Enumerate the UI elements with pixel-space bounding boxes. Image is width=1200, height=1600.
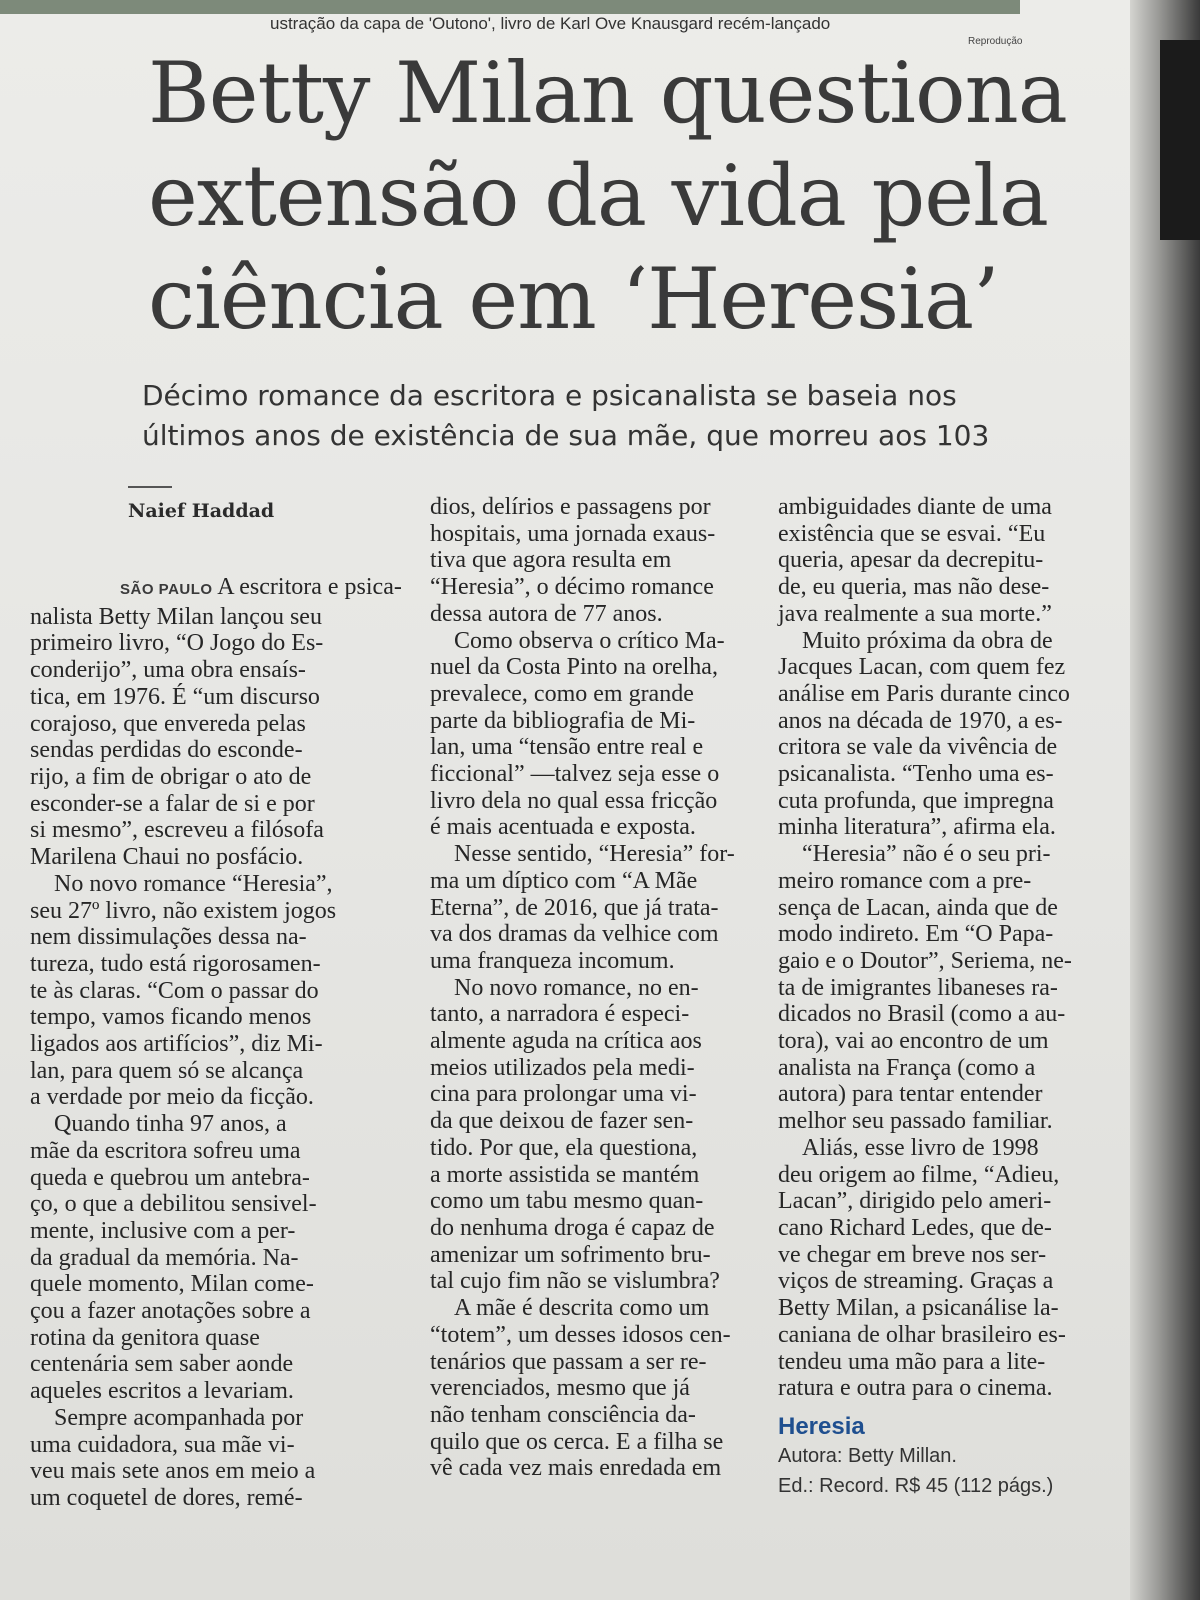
- byline-rule: [128, 486, 172, 488]
- dateline: SÃO PAULO: [120, 581, 213, 599]
- article-line: sença de Lacan, ainda que de: [778, 894, 1058, 921]
- headline-line: extensão da vida pela: [148, 147, 1048, 245]
- article-line: ta de imigrantes libaneses ra-: [778, 974, 1058, 1001]
- article-line: nalista Betty Milan lançou seu: [30, 603, 322, 630]
- article-line: caniana de olhar brasileiro es-: [778, 1321, 1066, 1348]
- article-line: deu origem ao filme, “Adieu,: [778, 1161, 1060, 1188]
- article-line: é mais acentuada e exposta.: [430, 814, 696, 841]
- article-line: A mãe é descrita como um: [454, 1295, 710, 1322]
- article-line: psicanalista. “Tenho uma es-: [778, 761, 1054, 788]
- article-line: aqueles escritos a levariam.: [30, 1378, 294, 1405]
- article-line: “Heresia” não é o seu pri-: [802, 841, 1051, 868]
- article-column-2: [430, 494, 775, 1482]
- article-line: Betty Milan, a psicanálise la-: [778, 1295, 1059, 1322]
- article-line: Sempre acompanhada por: [54, 1404, 304, 1431]
- subheadline-line: Décimo romance da escritora e psicanalista se baseia nos: [142, 379, 957, 412]
- article-column-1: [30, 494, 440, 1512]
- article-line: amenizar um sofrimento bru-: [430, 1241, 711, 1268]
- article-line: gaio e o Doutor”, Seriema, ne-: [778, 947, 1072, 974]
- article-line: Eterna”, de 2016, que já trata-: [430, 894, 719, 921]
- article-line: No novo romance, no en-: [454, 974, 699, 1001]
- headline: [148, 42, 1067, 351]
- article-line: cina para prolongar uma vi-: [430, 1081, 697, 1108]
- infobox-author: Autora: Betty Millan.: [778, 1444, 957, 1467]
- article-line: tanto, a narradora é especi-: [430, 1001, 690, 1028]
- subheadline: [142, 376, 1082, 456]
- article-line: tiva que agora resulta em: [430, 547, 672, 574]
- article-line: analista na França (como a: [778, 1054, 1036, 1081]
- article-line: existência que se esvai. “Eu: [778, 520, 1046, 547]
- article-line: da que deixou de fazer sen-: [430, 1108, 694, 1135]
- article-line: prevalece, como em grande: [430, 680, 694, 707]
- article-line: mãe da escritora sofreu uma: [30, 1137, 301, 1164]
- article-line: a morte assistida se mantém: [430, 1161, 700, 1188]
- article-line: tempo, vamos ficando menos: [30, 1004, 312, 1031]
- article-line: centenária sem saber aonde: [30, 1351, 294, 1378]
- article-line: uma franqueza incomum.: [430, 947, 675, 974]
- article-line: uma cuidadora, sua mãe vi-: [30, 1431, 295, 1458]
- article-line: cuta profunda, que impregna: [778, 787, 1054, 814]
- article-line: quele momento, Milan come-: [30, 1271, 314, 1298]
- article-line: rotina da genitora quase: [30, 1324, 260, 1351]
- article-line: critora se vale da vivência de: [778, 734, 1058, 761]
- article-line: mente, inclusive com a per-: [30, 1217, 296, 1244]
- article-line: ambiguidades diante de uma: [778, 494, 1052, 520]
- article-line: tal cujo fim não se vislumbra?: [430, 1268, 720, 1295]
- article-line: ve chegar em breve nos ser-: [778, 1241, 1047, 1268]
- article-line: primeiro livro, “O Jogo do Es-: [30, 630, 324, 657]
- article-line: verenciados, mesmo que já: [430, 1375, 690, 1402]
- article-line: nuel da Costa Pinto na orelha,: [430, 654, 718, 681]
- photo-caption: ustração da capa de 'Outono', livro de Karl Ove Knausgard recém-lançado: [270, 14, 831, 33]
- article-line: tenários que passam a ser re-: [430, 1348, 707, 1375]
- article-line: tureza, tudo está rigorosamen-: [30, 950, 321, 977]
- line-spacer: [30, 521, 440, 548]
- infobox-publisher-price: Ed.: Record. R$ 45 (112 págs.): [778, 1474, 1054, 1497]
- article-line: meiro romance com a pre-: [778, 867, 1032, 894]
- subheadline-line: últimos anos de existência de sua mãe, que morreu aos 103: [142, 419, 990, 452]
- article-column-3: [778, 494, 1168, 1501]
- article-line: análise em Paris durante cinco: [778, 680, 1070, 707]
- article-line: dios, delírios e passagens por: [430, 494, 711, 520]
- article-line: Aliás, esse livro de 1998: [802, 1134, 1039, 1161]
- article-line: ligados aos artifícios”, diz Mi-: [30, 1031, 323, 1058]
- article-line: dicados no Brasil (como a au-: [778, 1001, 1066, 1028]
- article-line: queda e quebrou um antebra-: [30, 1164, 310, 1191]
- article-line: viços de streaming. Graças a: [778, 1268, 1054, 1295]
- article-line: rijo, a fim de obrigar o ato de: [30, 763, 312, 790]
- article-line: como um tabu mesmo quan-: [430, 1188, 704, 1215]
- article-line: anos na década de 1970, a es-: [778, 707, 1063, 734]
- article-line: si mesmo”, escreveu a filósofa: [30, 817, 324, 844]
- article-line: tica, em 1976. É “um discurso: [30, 683, 320, 710]
- article-line: não tenham consciência da-: [430, 1401, 696, 1428]
- article-line: Jacques Lacan, com quem fez: [778, 654, 1066, 681]
- article-line: ço, o que a debilitou sensivel-: [30, 1191, 317, 1218]
- photo-credit: Reprodução: [968, 36, 1023, 47]
- article-line: lan, para quem só se alcança: [30, 1057, 304, 1084]
- article-line: ma um díptico com “A Mãe: [430, 867, 698, 894]
- article-line: almente aguda na crítica aos: [430, 1028, 702, 1055]
- article-line: tido. Por que, ela questiona,: [430, 1134, 698, 1161]
- article-line: Marilena Chaui no posfácio.: [30, 844, 304, 871]
- article-line: Lacan”, dirigido pelo ameri-: [778, 1188, 1052, 1215]
- article-line: çou a fazer anotações sobre a: [30, 1298, 311, 1325]
- article-line: sendas perdidas do esconde-: [30, 737, 303, 764]
- article-line: tendeu uma mão para a lite-: [778, 1348, 1046, 1375]
- article-line: corajoso, que envereda pelas: [30, 710, 306, 737]
- headline-line: Betty Milan questiona: [148, 44, 1067, 142]
- article-line: hospitais, uma jornada exaus-: [430, 520, 716, 547]
- article-line: Como observa o crítico Ma-: [454, 627, 725, 654]
- article-line: conderijo”, uma obra ensaís-: [30, 657, 306, 684]
- article-line: dessa autora de 77 anos.: [430, 600, 663, 627]
- article-line: lan, uma “tensão entre real e: [430, 734, 704, 761]
- article-line: do nenhuma droga é capaz de: [430, 1214, 715, 1241]
- article-line: autora) para tentar entender: [778, 1081, 1043, 1108]
- article-line: da gradual da memória. Na-: [30, 1244, 299, 1271]
- article-line: “totem”, um desses idosos cen-: [430, 1321, 731, 1348]
- article-line: vê cada vez mais enredada em: [430, 1455, 722, 1482]
- adjacent-page-dark-area: [1160, 40, 1200, 240]
- article-line: minha literatura”, afirma ela.: [778, 814, 1056, 841]
- top-photo-strip: [0, 0, 1020, 14]
- article-line: te às claras. “Com o passar do: [30, 977, 319, 1004]
- article-line: ratura e outra para o cinema.: [778, 1375, 1053, 1402]
- article-line: “Heresia”, o décimo romance: [430, 574, 714, 601]
- article-line: de, eu queria, mas não dese-: [778, 574, 1050, 601]
- article-line-text: A escritora e psica-: [217, 574, 402, 601]
- article-line: [30, 574, 440, 604]
- article-line: esconder-se a falar de si e por: [30, 790, 315, 817]
- article-line: veu mais sete anos em meio a: [30, 1458, 316, 1485]
- article-line: livro dela no qual essa fricção: [430, 787, 718, 814]
- headline-line: ciência em ‘Heresia’: [148, 250, 999, 348]
- article-line: Muito próxima da obra de: [802, 627, 1053, 654]
- article-line: modo indireto. Em “O Papa-: [778, 921, 1054, 948]
- article-line: No novo romance “Heresia”,: [54, 870, 333, 897]
- article-line: seu 27º livro, não existem jogos: [30, 897, 337, 924]
- article-line: a verdade por meio da ficção.: [30, 1084, 314, 1111]
- article-line: meios utilizados pela medi-: [430, 1054, 695, 1081]
- article-line: java realmente a sua morte.”: [778, 600, 1052, 627]
- infobox-book-title: Heresia: [778, 1412, 865, 1440]
- byline: Naief Haddad: [128, 500, 275, 522]
- article-line: Nesse sentido, “Heresia” for-: [454, 841, 735, 868]
- line-spacer: [30, 494, 440, 521]
- article-line: parte da bibliografia de Mi-: [430, 707, 696, 734]
- article-line: Quando tinha 97 anos, a: [54, 1111, 287, 1138]
- article-line: melhor seu passado familiar.: [778, 1108, 1053, 1135]
- article-line: ficcional” —talvez seja esse o: [430, 761, 720, 788]
- article-line: tora), vai ao encontro de um: [778, 1028, 1049, 1055]
- article-line: nem dissimulações dessa na-: [30, 924, 307, 951]
- article-line: queria, apesar da decrepitu-: [778, 547, 1044, 574]
- line-spacer: [30, 547, 440, 574]
- article-line: um coquetel de dores, remé-: [30, 1484, 303, 1511]
- article-line: cano Richard Ledes, que de-: [778, 1214, 1052, 1241]
- article-line: va dos dramas da velhice com: [430, 921, 719, 948]
- article-line: quilo que os cerca. E a filha se: [430, 1428, 724, 1455]
